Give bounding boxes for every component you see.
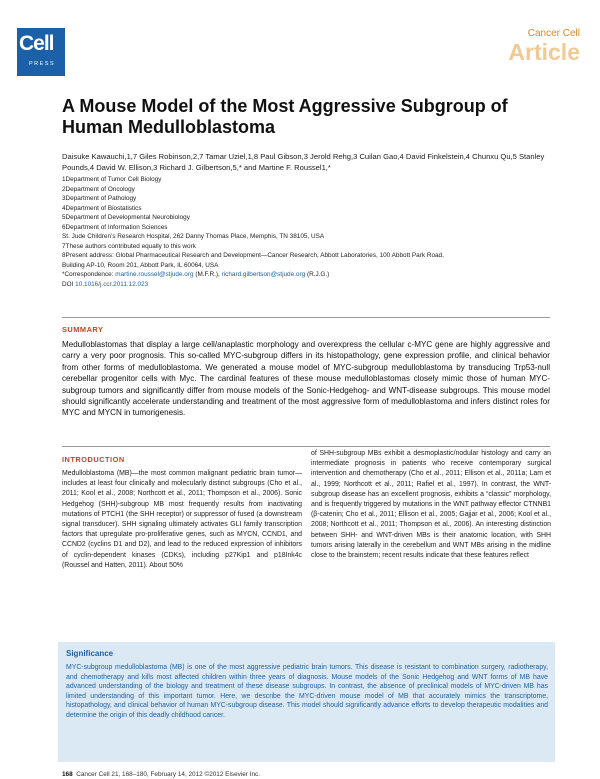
divider [62, 317, 550, 318]
affiliation: 7These authors contributed equally to this work [62, 242, 196, 250]
journal-name: Cancer Cell [527, 28, 580, 39]
correspondence-suffix: (R.J.G.) [305, 271, 330, 278]
doi-prefix: DOI [62, 280, 76, 288]
logo-word: Cell [19, 32, 54, 55]
article-type: Article [508, 39, 580, 65]
citation: Cancer Cell 21, 168–180, February 14, 2012 ©2012 Elsevier Inc. [76, 771, 260, 778]
email-link-gilbertson[interactable]: richard.gilbertson@stjude.org [221, 271, 306, 278]
page-number: 168 [62, 771, 73, 778]
affiliation: 4Department of Biostatistics [62, 204, 142, 212]
affiliation: Building AP-10, Room 201, Abbott Park, IL 60064, USA [62, 261, 219, 269]
affiliation: 8Present address: Global Pharmaceutical Research and Development—Cancer Research, Abbott Laboratories, 100 Abbott Park Road, [62, 252, 444, 259]
author-list: Daisuke Kawauchi,1,7 Giles Robinson,2,7 Tamar Uziel,1,8 Paul Gibson,3 Jerold Rehg,3 Cuilan Gao,4 David Finkelstein,4 Chunxu Qu,5 Stanley Pounds,4 David W. Ellison,3 Richard J. Gilbertson,5,* and Martine F. Roussel1,* [62, 152, 545, 172]
divider [62, 446, 550, 447]
significance-heading: Significance [66, 649, 114, 658]
introduction-column-2: of SHH-subgroup MBs exhibit a desmoplastic/nodular histology and carry an intermediate prognosis in patients who receive contemporary surgical intervention and chemotherapy (Cho et al., 2011; Ellison et al., 2011a; Lam et al., 1999; Northcott et al., 2011; Rafiel et al., 1997). In contrast, the WNT-subgroup disease has an excellent prognosis, exhibits a “classic” morphology, and is frequently triggered by mutations in the WNT pathway effector CTNNB1 (β-catenin; Cho et al., 2011; Ellison et al., 2005; Gajjar et al., 2006; Kool et al., 2008; Northcott et al., 2011; Thompson et al., 2006). An interesting distinction between SHH- and WNT-driven MBs is their anatomic location, with SHH tumors arising laterally in the cerebellum and WNT MBs arising in the midline close to the brainstem; recent results indicate that these features reflect [311, 450, 551, 560]
doi [62, 280, 552, 290]
affiliation: 6Department of Information Sciences [62, 223, 168, 231]
logo-sub: PRESS [29, 61, 56, 67]
cell-press-logo [17, 28, 65, 76]
summary-heading: SUMMARY [62, 325, 104, 334]
paper-title: A Mouse Model of the Most Aggressive Subgroup of Human Medulloblastoma [62, 96, 508, 137]
introduction-heading: INTRODUCTION [62, 455, 125, 464]
correspondence-prefix: *Correspondence: [62, 271, 116, 278]
affiliations [62, 175, 552, 289]
correspondence [62, 270, 552, 280]
affiliation: 2Department of Oncology [62, 185, 135, 193]
affiliation: 5Department of Developmental Neurobiology [62, 214, 190, 221]
email-link-roussel[interactable]: martine.roussel@stjude.org [115, 271, 194, 278]
summary-text: Medulloblastomas that display a large cell/anaplastic morphology and overexpress the cellular c-MYC gene are highly aggressive and carry a very poor prognosis. This so-called MYC-subgroup differs in its histopathology, gene expression profile, and clinical behavior from other forms of medulloblastoma. We generated a mouse model of MYC-subgroup medulloblastoma by transducing Trp53-null cerebellar progenitor cells with Myc. The cardinal features of these mouse medulloblastomas closely mimic those of human MYC-subgroup tumors and significantly differ from mouse models of the Sonic-Hedgehog- and WNT-disease subgroups. This mouse model should significantly accelerate understanding and treatment of the most aggressive form of medulloblastoma and infers distinct roles for MYC and MYCN in tumorigenesis. [62, 340, 550, 418]
page-footer [62, 771, 260, 778]
introduction-column-1: Medulloblastoma (MB)—the most common malignant pediatric brain tumor—includes at least four clinically and molecularly distinct subgroups (Cho et al., 2011; Kool et al., 2008; Northcott et al., 2011; Thompson et al., 2006). Sonic Hedgehog (SHH)-subgroup MB most frequently results from inactivating mutations of PTCH1 (the SHH receptor) or suppressor of fused (a downstream signal transducer). SHH signaling ultimately activates GLI family transcription factors that upregulate pro-proliferative genes, such as MYCN, CCND1, and CCND2 (cyclins D1 and D2), and lead to the reduced expression of inhibitors of cyclin-dependent kinases (CDKs), including p27Kip1 and p18Ink4c (Roussel and Hatten, 2011). About 50% [62, 470, 302, 569]
affiliation: 1Department of Tumor Cell Biology [62, 176, 162, 183]
significance-text: MYC-subgroup medulloblastoma (MB) is one of the most aggressive pediatric brain tumors. This disease is resistant to combination surgery, radiotherapy, and chemotherapy and kills most affected children within three years of diagnosis. Mouse models of the Sonic Hedgehog and WNT forms of MB have advanced understanding of the biology and treatment of these disease subgroups. In contrast, the absence of preclinical models of MYC-driven MB has limited understanding of this important tumor. Here, we describe the MYC-driven mouse model of MB that accurately mimics the transcriptome, histopathology, and clinical behavior of human MYC-subgroup disease. This model should significantly advance efforts to develop therapeutic modalities and determine the origin of this deadly childhood cancer. [66, 664, 548, 719]
doi-link[interactable]: 10.1016/j.ccr.2011.12.023 [75, 280, 149, 288]
affiliation: St. Jude Children’s Research Hospital, 262 Danny Thomas Place, Memphis, TN 38105, USA [62, 233, 325, 240]
correspondence-mid: (M.F.R.), [193, 271, 222, 278]
affiliation: 3Department of Pathology [62, 195, 137, 202]
